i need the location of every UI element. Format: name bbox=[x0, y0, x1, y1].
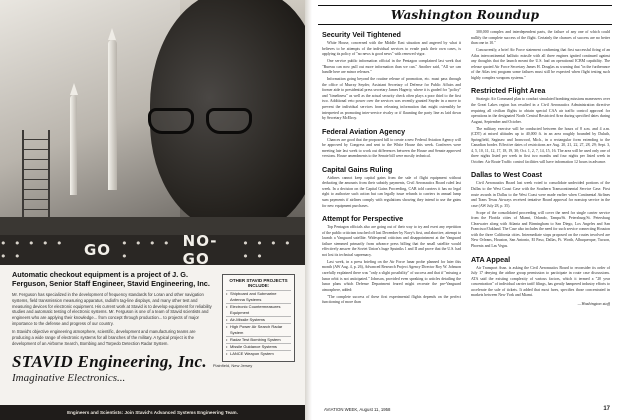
banner-dots-right: • • • • • • bbox=[242, 237, 293, 263]
section-paragraph: Concurrently, a brief Air Force statement confirming that first successful firing of an Atlas intercontinental ballistic missile with all three engines ignited continued against any thoughts that the launch meant the U.S. had an operational ICBM capability. The release quoted Air Force Secretary James H. Douglas as warning that "in the furtherance of the Atlas test program some failures must still be expected when flight testing such highly complex weapons systems." bbox=[471, 48, 610, 80]
eyeglasses bbox=[148, 108, 258, 138]
page-gutter bbox=[305, 0, 312, 420]
section-federal-aviation bbox=[322, 127, 461, 160]
section-ata-appeal bbox=[471, 255, 610, 306]
projects-box bbox=[222, 274, 295, 362]
section-restricted-area bbox=[471, 86, 610, 165]
section-paragraph: Top Pentagon officials also are going out of their way to try and exert any repetition of the public criticism touched off last December by Navy's first, and abortive, attempt to launch a Vanguard satellite. Widespread criticism and disappointment at the Vanguard failure stemmed primarily from advance press billing that the small satellite would effectively answer the Soviet Union's huge Sputniks 1 and II and prove that the U.S. had not lost its technical supremacy. bbox=[322, 225, 461, 257]
section-paragraph: Scope of the consolidated proceeding will cover the need for single carrier service from the Florida cities of Miami, Orlando, Tampa/St. Petersburg/St. Petersburg Clearwater along with Atlanta and Birmingham to San Diego, Los Angeles and San Francisco/Oakland. The Case also includes the need for such service connecting Houston with the three California cities. Intermediate stops proposed on the routes involved are New Orleans, Houston, San Antonio, El Paso, Dallas, Ft. Worth, Albuquerque, Tucson, Phoenix and Las Vegas. bbox=[471, 210, 610, 248]
section-paragraph: Air Transport Assn. is asking the Civil Aeronautics Board to reconsider its order of July 17 denying the airline group permission to participate in route case discussions. ATA said the existing complexity of various factors, which it termed a "20 year concentration" of individual carrier tariff filings, has greatly hampered industry efforts to accelerate the sale of tickets. It added that most fares, specifies those concentrated in markets between New York and Miami. bbox=[471, 265, 610, 298]
banner-go: GO bbox=[83, 241, 112, 259]
masthead bbox=[318, 5, 612, 25]
section-paragraph: The military exercise will be conducted between the hours of 8 a.m. and 4 a.m. (CDT) at mixed altitudes up to 40,000 ft. in an area roughly bounded by Duluth, Springfield, Saginaw and Ironwood, Mich., in a rectangular form extending to the Canadian border. Effective dates of restrictions are Aug. 20, 21, 22, 27, 28, 29; Sept. 3, 4, 5, 10, 11, 12, 17, 18, 19, 30; Oct. 1, 2, 7, 14, 15, 16. The area will be used only one of three nights listed per week in first two months and four nights per listed week in October. Air Route Traffic control facilities will have information 12 hours in advance. bbox=[471, 126, 610, 164]
section-paragraph: Airlines cannot keep capital gains from the sale of flight equipment without deducting the amounts from their subsidy payments, Civil Aeronautics Board ruled last week. In a decision on the Capital Gains Proceeding, CAB told carriers it has no legal right to authorize such action but can legally issue refunds to carriers in annual lump sum payments if airlines comply with regulations showing they intend to use the gains for new equipment purchases. bbox=[322, 175, 461, 208]
logo-tagline: Imaginative Electronics... bbox=[12, 372, 126, 385]
projects-title: OTHER STAVID PROJECTS INCLUDE: bbox=[229, 278, 288, 288]
ad-paragraph: In Stavid's objective engineering atmosphere, scientific, development and manufacturing teams are producing a wide range of electronic systems for all branches of the military. A typical project is the development of an Airborne Search, Bombing and Torpedo Detection Radar System. bbox=[12, 329, 196, 346]
section-heading: Restricted Flight Area bbox=[471, 86, 546, 96]
folio-publication: AVIATION WEEK, August 11, 1958 bbox=[324, 406, 391, 412]
section-security-veil bbox=[322, 30, 461, 122]
left-page bbox=[0, 0, 305, 420]
ad-footer: Engineers and Scientists: Join Stavid's Advanced Systems Engineering Team. bbox=[0, 405, 305, 420]
section-paragraph: Chances are good that the proposed bill to create a new Federal Aviation Agency will be approved by Congress and sent to the White House this week. Conferees were meeting late last week to work out differences between the House and Senate approved versions. House amendments to the Senate bill were mostly technical. bbox=[322, 137, 461, 159]
project-item: • Electronic Countermeasures Equipment bbox=[226, 303, 291, 316]
signoff: —Washington staff bbox=[577, 300, 610, 306]
project-item: • High Power Air Search Radar System bbox=[226, 323, 291, 336]
company-address: Plainfield, New Jersey bbox=[212, 363, 253, 369]
ad-body bbox=[12, 292, 212, 346]
section-perspective bbox=[322, 214, 461, 306]
section-paragraph: One service public information official in the Pentagon complained last week that "Bureau can now pull out more information than we can." Another said, "All we can handle here are minor releases." bbox=[322, 59, 461, 75]
section-paragraph: White House, concerned with the Middle East situation and angered by what it believes to be attempts of the individual services to evade pack their own cases, is applying its policy of "no news is good news" with renewed vigor. bbox=[322, 41, 461, 57]
section-dallas-west bbox=[471, 170, 610, 249]
section-paragraph: 300,000 complex and interdependent parts, the failure of any one of which could nullify the complete success of the flight. Certainly the chances of success are no better than one in 10." bbox=[471, 30, 610, 46]
launch-gantry bbox=[22, 130, 50, 225]
project-item: • Air-Missile Systems bbox=[226, 316, 291, 323]
rocket-small bbox=[70, 95, 77, 195]
rocket-large bbox=[108, 40, 117, 190]
page-title: Washington Roundup bbox=[390, 8, 540, 22]
stavid-logo: STAVID Engineering, Inc. bbox=[12, 352, 207, 372]
section-heading: ATA Appeal bbox=[471, 254, 511, 264]
section-paragraph: Civil Aeronautics Board last week voted to consolidate undecided portions of the Dallas to the West Coast Case with the Southern Transcontinental Service Case. First route awards in Dallas to the West Coast were made earlier when Continental Airlines and Trans Texas Airways received tentative Board approval for nonstop service in the case (AW July 28, p. 35). bbox=[471, 181, 610, 208]
section-heading: Capital Gains Ruling bbox=[322, 164, 393, 174]
stavid-advertisement bbox=[12, 270, 295, 406]
article-columns bbox=[322, 30, 610, 400]
section-heading: Federal Aviation Agency bbox=[322, 126, 406, 136]
section-paragraph: Strategic Air Command plan to conduct simulated bombing missions maneuvers over the Great Lakes region has resulted in a Civil Aeronautics Administration directive requiring all civilian flights to obtain special CAA air traffic control approval for operations in the designated North Central Restricted Area during specified dates during August, September and October. bbox=[471, 97, 610, 124]
banner-dots-left: • • • • • • • bbox=[0, 237, 65, 263]
section-paragraph: "The complete success of these first experimental flights depends on the perfect functioning of more than bbox=[322, 294, 461, 305]
section-paragraph: Information going beyond the routine release of promotion, etc. must pass through the office of Murray Snyder, Assistant Secretary of Defense for Public Affairs and former aide to presidential press secretary James Hagerty, where it is graded for "policy" and "timeliness" as well as the actual security check often plays a poor third to the first two. Additional veto power over the services was recently granted Snyder in a move to prevent the individual services from releasing information that might ostensibly be interpreted as promoting inter-service rivalry or if flaunting the party line as laid down by Secretary McElroy. bbox=[322, 77, 461, 121]
project-item: • LANCE Weapon System bbox=[226, 350, 291, 357]
right-page bbox=[312, 0, 618, 420]
banner-nogo: NO-GO bbox=[182, 232, 218, 268]
photo-ground bbox=[0, 217, 305, 235]
column-right bbox=[471, 30, 610, 400]
project-item: • Missile Guidance Systems bbox=[226, 343, 291, 350]
ad-paragraph: Mr. Ferguson has specialized in the development of frequency standards for Loran and other navigation systems, field transmission measuring apparatus, radiofm tag-line displays, and many other test and measuring devices for electronic equipment. His current work at Stavid is to develop equipment for reliability studies and automatic testing of electronic systems. Mr. Ferguson is one of a team of Stavid scientists and engineers who are applying their knowledge... from concept through production... to projects of major importance to the defense and progress of our country. bbox=[12, 292, 212, 326]
column-left bbox=[322, 30, 461, 400]
section-continued bbox=[471, 30, 610, 81]
section-heading: Attempt for Perspective bbox=[322, 214, 404, 224]
portrait-photo bbox=[0, 0, 305, 235]
go-nogo-banner bbox=[0, 232, 305, 268]
project-item: • Shipboard and Submarine Antenna Systems bbox=[226, 290, 291, 303]
page-folio bbox=[324, 406, 610, 412]
project-item: • Radar Test Bombing System bbox=[226, 336, 291, 343]
page-number: 17 bbox=[603, 406, 610, 412]
section-capital-gains bbox=[322, 165, 461, 209]
banner-dots-middle: • • • • • bbox=[121, 237, 172, 263]
section-heading: Dallas to West Coast bbox=[471, 170, 542, 180]
ad-headline: Automatic checkout equipment is a project of J. G. Ferguson, Senior Staff Engineer, Stavid Engineering, Inc. bbox=[12, 270, 210, 289]
section-paragraph: Last week, in a press briefing on the Air Force lunar probe planned for later this month (AW Aug. 4, p. 26), Advanced Research Project Agency Director Roy W. Johnson carefully explained there was "only a slight possibility" of success and that if "missing a lunar orbit is not anticipated." Johnson, provided even speaking to articles detailing the lunar plans which Defense Department feared might recreate the pre-Vanguard atmosphere, added: bbox=[322, 259, 461, 292]
section-heading: Security Veil Tightened bbox=[322, 30, 401, 39]
